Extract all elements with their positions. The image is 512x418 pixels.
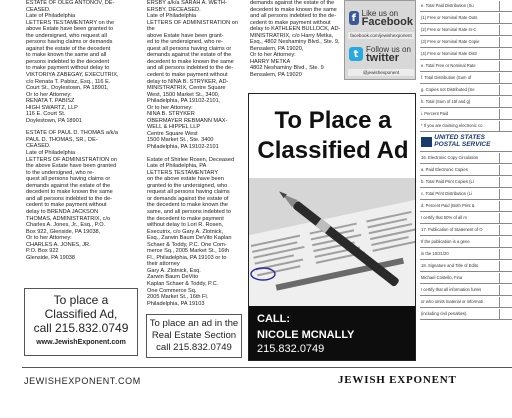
form-row-label: i. Percent Paid [421,111,449,116]
notice-line: Kaplan Schaer & Toddy, P.C. [147,280,219,287]
notice-line: Court St., Doylestown, PA 18901, [26,85,109,92]
form-row [420,108,512,120]
footer-masthead: JEWISH EXPONENT [338,374,457,386]
form-row [420,0,512,12]
notice-line: decedent to make known the same [147,58,234,65]
form-row [420,72,512,84]
notice-line: Or to her Attorney: [26,235,72,242]
notice-line: Doylestown, PA 18901 [26,117,82,124]
notice-line: West, 1500 Market St., 3400, [147,91,220,98]
form-row [420,12,512,24]
form-row [420,96,512,108]
notice-line: Centre Square West [147,130,198,137]
form-value-cell [499,121,511,131]
form-row [420,84,512,96]
notice-line: 4802 Neshaminy Blvd., Ste. 9 [250,65,324,72]
form-value-cell [499,261,511,271]
form-value-cell [499,273,511,283]
form-row [420,152,512,164]
form-row-label: * If you are claiming electronic co [421,123,483,128]
ad-text-line: To place an ad in the [149,318,239,329]
ad-text-line: call 215.832.0749 [156,342,232,353]
form-value-cell [499,165,511,175]
notice-line: demands against the estate of the [250,0,335,6]
form-value-cell [499,153,511,163]
form-value-cell [499,285,511,295]
legal-notice [26,130,138,261]
notice-line: above Estate have been grant- [147,32,224,39]
form-value-cell [499,177,511,187]
legal-notices-column-2 [147,0,243,342]
form-row-label: b. Total Paid Print Copies (Li [421,179,474,184]
notice-line: against the estate of the decedent [26,45,111,52]
legal-notice [26,0,138,124]
form-row [420,60,512,72]
notice-line: to make payment without delay to [26,65,110,72]
notice-line: and all persons indebted to the de- [26,195,113,202]
notice-line: the above Estate have been granted [26,163,117,170]
notice-line: Esq., Zarwin Baum DeVito Kaplan [147,235,232,242]
usps-header [420,132,512,152]
notice-line: HIGH SWARTZ, LLP [26,104,78,111]
notice-line: Schaer & Toddy, P.C. One Com- [147,241,227,248]
form-row [420,296,512,308]
notice-line: CEASED. [26,143,51,150]
usps-title: UNITED STATES POSTAL SERVICE [434,134,491,148]
notice-line: their attorney [147,261,180,268]
ad-contact-name: NICOLE MCNALLY [257,329,355,341]
notice-line: CEASED. [26,6,51,13]
form-row [420,272,512,284]
form-row-label: I certify that all information furnis [421,287,482,292]
notice-line: OBERMAYER REBMANN MAX- [147,117,228,124]
notice-line: the undersigned, who request all [26,32,107,39]
notice-line: Bensalem, PA 19020 [250,72,302,79]
form-row [420,224,512,236]
ad-text-line: Real Estate Section [151,330,237,341]
form-value-cell [499,13,511,23]
form-row-label: a. Paid Electronic Copies [421,167,468,172]
notice-line: RENATA T. PABISZ [26,98,75,105]
form-value-cell [499,201,511,211]
ad-website: www.JewishExponent.com [36,339,126,346]
facebook-url[interactable]: facebook.com/jewishexponent [348,32,414,39]
form-value-cell [499,37,511,47]
twitter-promo-big: twitter [366,52,399,64]
notice-line: Or to her Attorney: [147,104,193,111]
form-row [420,24,512,36]
form-row [420,48,512,60]
ad-title-line-2: Classified Ad [257,137,409,164]
ad-text-line: Classified Ad, [44,307,118,321]
legal-notice [147,157,243,308]
form-value-cell [499,189,511,199]
form-value-cell [499,109,511,119]
notice-line: demands against the estate of the [26,182,111,189]
form-value-cell [499,297,511,307]
facebook-icon: f [349,11,359,25]
form-row [420,236,512,248]
form-value-cell [499,61,511,71]
notice-line: decedent to make known the same [250,6,337,13]
form-value-cell [499,73,511,83]
notice-line: Late of Philadelphia [147,13,197,20]
notice-line: delay to BRENDA JACKSON [26,208,99,215]
form-row [420,308,512,320]
notice-line: Fl., Philadelphia, PA 19103 or to [147,254,227,261]
notice-line: ERSBY a/k/a SARAH A. WETH- [147,0,227,6]
notice-line: 2005 Market St., 16th Fl. [147,294,209,301]
notice-line: ESTATE OF OLEG ANTONOV, DE- [26,0,115,6]
form-value-cell [499,237,511,247]
notice-line: Estate of Shirlee Rosen, Deceased [147,156,235,163]
notice-line: Philadelphia, PA 19103 [147,300,205,307]
notice-line: persons having claims or demands [26,39,113,46]
legal-notices-column-1 [26,0,138,300]
notice-line: Late of Philadelphia, PA [147,163,207,170]
twitter-icon: t [349,47,363,61]
notice-line: Glenside, PA 19038 [26,254,76,261]
notice-line: 1500 Market St., Ste. 3400 [147,137,214,144]
real-estate-ad[interactable] [146,314,242,358]
form-row-label: h. Total (Sum of 15f and g) [421,99,471,104]
notice-line: Bensalem, PA 19020, [250,45,304,52]
notice-line: cedent to make payment without [26,202,107,209]
notice-line: Late of Philadelphia [26,150,76,157]
notice-line: One Commerce Sq. [147,287,197,294]
notice-line: 116 E. Court St. [26,111,66,118]
form-row [420,36,512,48]
notice-line: above Estate have been granted to [26,26,114,33]
notice-line: Charles A. Jones, Jr., Esq., P.O. [26,222,106,229]
form-row-label: or who omits material or informati [421,299,483,304]
usps-eagle-icon [421,137,432,147]
notice-line: cedent to make payment without [147,72,228,79]
notice-line: demands against the estate of the [147,52,232,59]
notice-line: same, and all persons indebted to [147,208,231,215]
form-row [420,164,512,176]
form-row [420,120,512,132]
ad-text-line: call 215.832.0749 [33,321,129,335]
notice-line: to the undersigned, who re- [26,169,95,176]
form-value-cell [499,97,511,107]
notice-line: Box 922, Glenside, PA 19038, [26,228,101,235]
ownership-statement-form [420,0,512,372]
notice-line: PAUL D. THOMAS, SR., DE- [26,136,98,143]
notice-line: merce Sq., 2005 Market St., 16th [147,248,230,255]
newspaper-pen-illustration [249,178,416,316]
form-row [420,248,512,260]
form-value-cell [499,309,511,319]
ad-call-label: CALL: [257,313,290,325]
notice-line: Or to her Attorney: [250,52,296,59]
notice-line: Philadelphia, PA 19102-2101 [147,144,219,151]
notice-line: quest all persons having claims or [147,45,232,52]
notice-line: request all persons having claims [147,189,230,196]
form-row [420,212,512,224]
notice-line: and all persons indebted to the de- [147,65,234,72]
form-row-label: (1) Free or Nominal Rate Outs [421,15,478,20]
form-row-label: (3) Free or Nominal Rate Copie [421,39,480,44]
notice-line: Or to her Attorney: [26,91,72,98]
form-row-label: 17. Publication of Statement of O [421,227,483,232]
notice-line: the decedent to make payment [147,215,224,222]
twitter-promo-small: Follow us on [366,45,411,54]
notice-line: LETTERS TESTAMENTARY on the [26,19,115,26]
notice-line: on the above estate have been [147,176,224,183]
form-row [420,176,512,188]
notice-line: ERSBY, DECEASED. [147,6,201,13]
footer-website[interactable]: JEWISHEXPONENT.COM [24,376,141,386]
form-row-label: Michael Costello, Fina [421,275,463,280]
notice-line: ESTATE OF PAUL D. THOMAS a/k/a [26,130,119,137]
notice-line: LETTERS TESTAMENTARY [147,169,219,176]
notice-line: Philadelphia, PA 19102-2101, [147,98,221,105]
notice-line: Late of Philadelphia [26,13,76,20]
classified-ad-small[interactable] [24,288,138,356]
form-row-label: 16. Electronic Copy Circulation [421,155,479,160]
notice-line: Executrix, c/o Gary A. Zlotnick, [147,228,224,235]
facebook-promo[interactable] [349,5,413,31]
form-row-label: f. Total Distribution (Sum of [421,75,472,80]
newspaper-pen-photo [249,178,416,316]
ad-text-line: To place a [53,293,109,307]
notice-line: Esq., 4802 Neshaminy Blvd., Ste. 9, [250,39,340,46]
notice-line: without delay to Lori R. Rosen, [147,222,224,229]
notice-line: MINISTRATRIX, Centre Square [147,85,226,92]
form-row-label: (4) Free or Nominal Rate Distr [421,51,478,56]
legal-notice [147,0,243,151]
form-row-label: (2) Free or Nominal Rate In-C [421,27,477,32]
form-value-cell [499,1,511,11]
form-row [420,284,512,296]
notice-line: quest all persons having claims or [26,176,111,183]
form-row [420,200,512,212]
form-value-cell [499,85,511,95]
ad-contact-bar [249,306,416,361]
notice-line: HARRY METKA [250,58,291,65]
notice-line: LETTERS OF ADMINISTRATION on the [147,19,238,33]
notice-line: ed to the undersigned, who re- [147,39,223,46]
form-row-label: e. Total Free or Nominal Rate [421,63,476,68]
form-row-label: g. Copies not Distributed (Se [421,87,475,92]
notice-line: Zarwin Baum DeVito [147,274,199,281]
twitter-handle[interactable]: @jewishexponent [348,69,414,76]
notice-line: delay to KATHLEEN BULLOCK, AD- [250,26,341,33]
form-row-label: (including civil penalties). [421,311,468,316]
footer-divider [22,367,512,368]
notice-line: LETTERS OF ADMINISTRATION on [26,156,117,163]
form-row [420,188,512,200]
form-row-label: I certify that 50% of all m [421,215,467,220]
ad-title-line-1: To Place a [274,107,392,134]
form-value-cell [499,213,511,223]
notice-line: WELL & HIPPEL LLP [147,124,201,131]
form-value-cell [499,249,511,259]
notice-line: decedent to make known the same [26,189,113,196]
notice-line: delay to NINA B. STRYKER, AD- [147,78,229,85]
notice-line: persons indebted to the decedent [26,58,110,65]
form-row-label: d. Percent Paid (Both Print & [421,203,475,208]
facebook-promo-small: Like us on [361,9,399,18]
form-row-label: c. Total Print Distribution (Li [421,191,472,196]
ad-contact-phone[interactable]: 215.832.0749 [257,343,325,355]
notice-line: Gary A. Zlotnick, Esq. [147,267,201,274]
notice-line: CHARLES A. JONES, JR. [26,241,91,248]
form-value-cell [499,25,511,35]
twitter-promo[interactable] [349,41,413,67]
notice-line: the decedent to make known the [147,202,228,209]
notice-line: P.O. Box 922 [26,248,59,255]
notice-line: c/o Renata T. Pabisz, Esq., 116 E. [26,78,111,85]
notice-line: VIKTORIYA ZABEGAY, EXECUTRIX, [26,72,119,79]
form-row [420,260,512,272]
facebook-promo-big: Facebook [361,16,413,28]
notice-line: to make known the same and all [26,52,107,59]
form-value-cell [499,225,511,235]
social-media-box [344,0,416,80]
notice-line: cedent to make payment without [250,19,331,26]
notice-line: or demands against the estate of [147,195,229,202]
classified-ad-main[interactable] [248,93,416,361]
form-row-label: e. Total Paid Distribution (Su [421,3,474,8]
notice-line: THOMAS, ADMINISTRATRIX, c/o [26,215,111,222]
notice-line: NINA B. STRYKER [147,111,195,118]
form-row-label: in the 10/21/20 [421,251,449,256]
form-row-label: 18. Signature and Title of Edito [421,263,479,268]
notice-line: granted to the undersigned, who [147,182,228,189]
form-value-cell [499,49,511,59]
form-row-label: If the publication is a gene [421,239,470,244]
notice-line: MINISTRATRIX, c/o Harry Metka, [250,32,334,39]
notice-line: and all persons indebted to the de- [250,13,337,20]
